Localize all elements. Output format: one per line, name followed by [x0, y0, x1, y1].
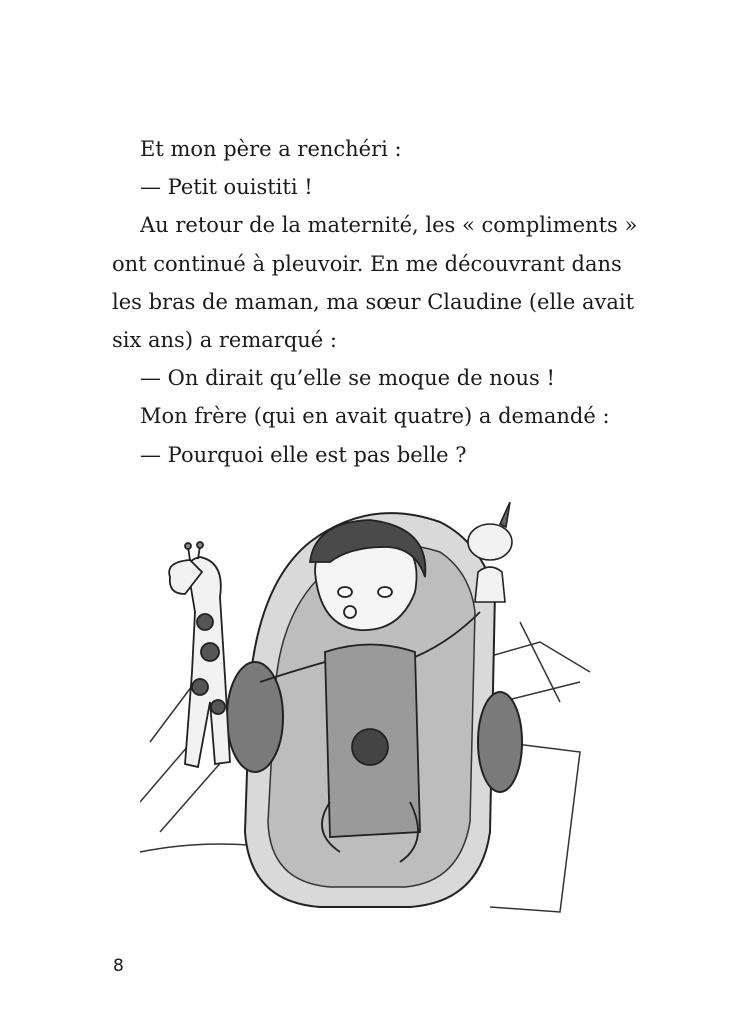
- text-line: Au retour de la maternité, les « compliments »: [140, 213, 638, 238]
- dialogue-line: — Petit ouistiti !: [140, 175, 313, 200]
- page-number: 8: [113, 956, 124, 976]
- baby-car-seat-illustration: [140, 502, 600, 924]
- text-line: les bras de maman, ma sœur Claudine (elle avait: [112, 289, 635, 314]
- text-line: six ans) a remarqué :: [112, 328, 337, 353]
- dialogue-line: — On dirait qu’elle se moque de nous !: [140, 366, 555, 391]
- text-line: Et mon père a renchéri :: [140, 137, 402, 161]
- dialogue-line: — Pourquoi elle est pas belle ?: [140, 442, 467, 467]
- body-text: [112, 130, 638, 474]
- text-line: Mon frère (qui en avait quatre) a demandé :: [140, 404, 610, 429]
- text-line: ont continué à pleuvoir. En me découvrant dans: [112, 251, 622, 276]
- giraffe-toy: [169, 542, 230, 767]
